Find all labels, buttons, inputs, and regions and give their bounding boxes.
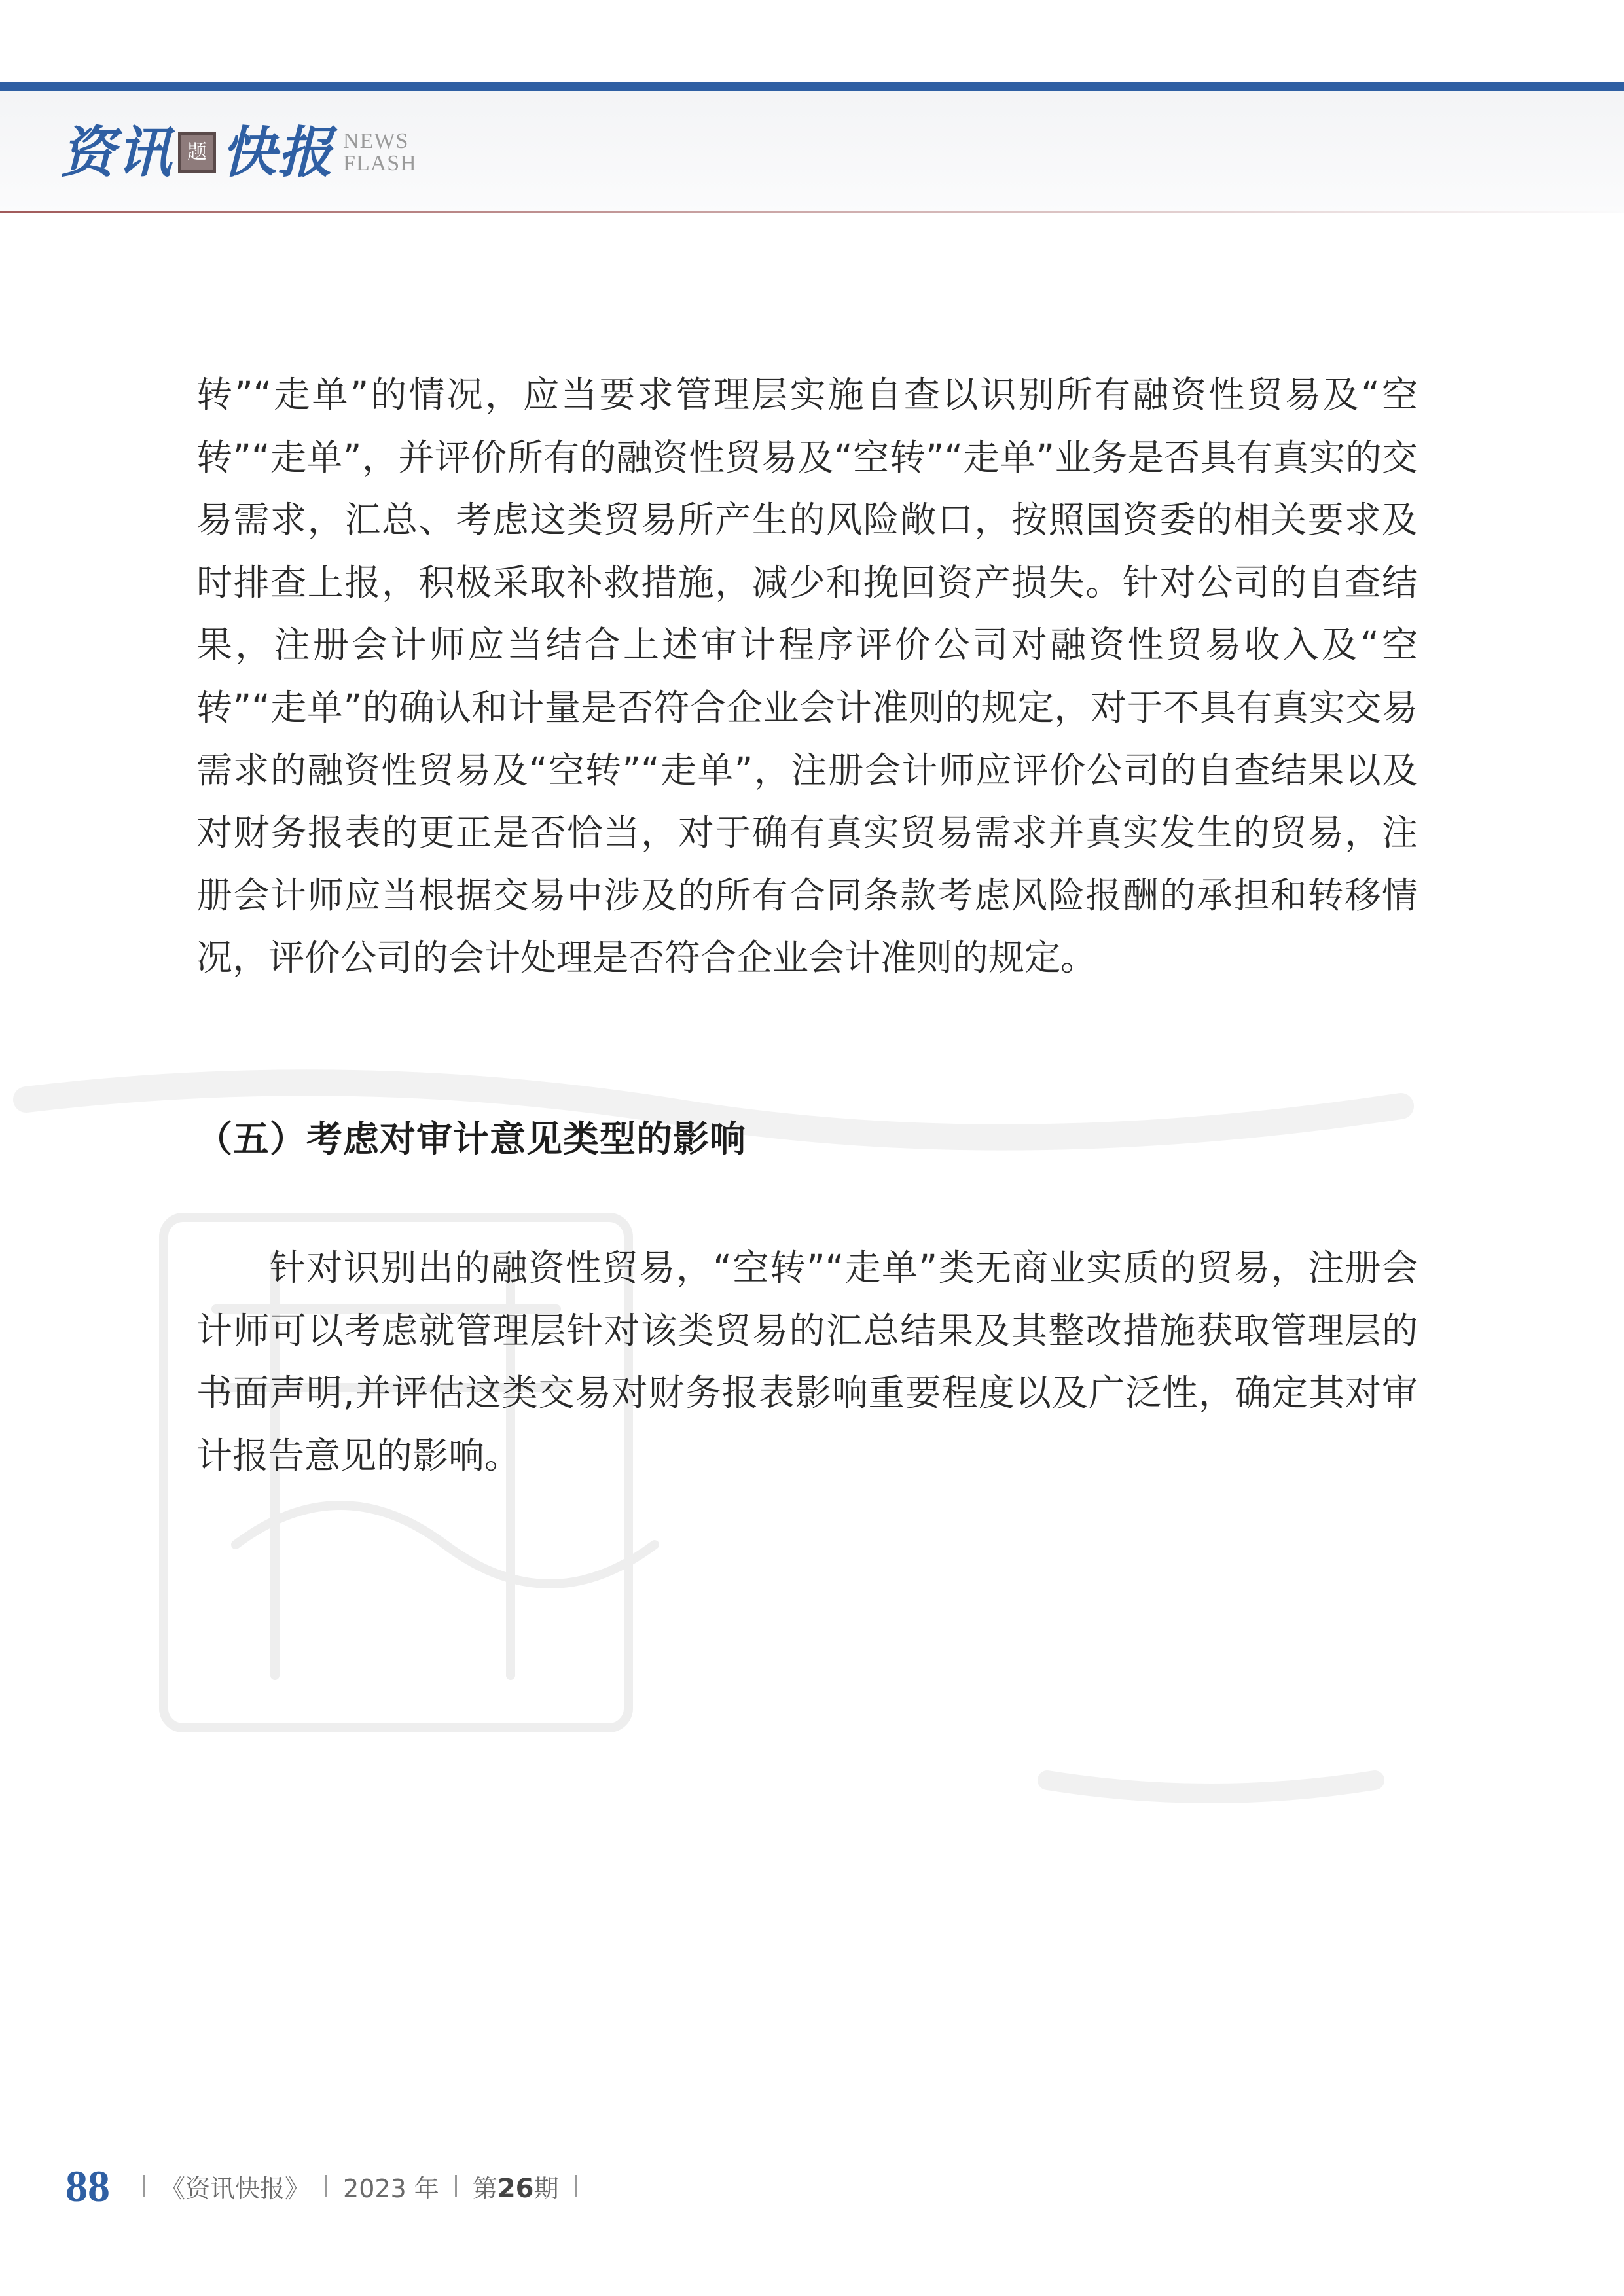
footer-divider	[325, 2175, 327, 2197]
issue-suffix: 期	[533, 2174, 559, 2203]
header-divider	[0, 211, 1624, 213]
newsletter-logo	[60, 117, 417, 188]
issue-prefix: 第	[472, 2174, 497, 2203]
body-content-2	[196, 1237, 1418, 1487]
paragraph-continued: 转”“走单”的情况，应当要求管理层实施自查以识别所有融资性贸易及“空转”“走单”，并评价所有的融资性贸易及“空转”“走单”业务是否具有真实的交易需求，汇总、考虑这类贸易所产生的风险敞口，按照国资委的相关要求及时排查上报，积极采取补救措施，减少和挽回资产损失。针对公司的自查结果，注册会计师应当结合上述审计程序评价公司对融资性贸易收入及“空转”“走单”的确认和计量是否符合企业会计准则的规定，对于不具有真实交易需求的融资性贸易及“空转”“走单”，注册会计师应评价公司的自查结果以及对财务报表的更正是否恰当，对于确有真实贸易需求并真实发生的贸易，注册会计师应当根据交易中涉及的所有合同条款考虑风险报酬的承担和转移情况，评价公司的会计处理是否符合企业会计准则的规定。	[196, 374, 1418, 979]
footer-divider	[455, 2175, 457, 2197]
page-number: 88	[65, 2161, 110, 2211]
body-content	[196, 364, 1418, 990]
header-top-bar	[0, 82, 1624, 91]
publication-year: 2023 年	[343, 2174, 439, 2203]
section-heading: （五）考虑对审计意见类型的影响	[196, 1118, 747, 1160]
publication-name: 《资讯快报》	[160, 2174, 310, 2203]
page-footer	[65, 2160, 592, 2212]
footer-divider	[575, 2175, 577, 2197]
logo-english-line1: NEWS	[343, 129, 409, 153]
logo-word-left: 资讯	[60, 120, 173, 185]
issue-number: 26	[497, 2173, 534, 2204]
logo-english-line2: FLASH	[343, 151, 417, 175]
logo-word-right: 快报	[221, 120, 334, 185]
seal-icon: 题	[178, 132, 216, 173]
logo-english	[343, 130, 417, 175]
paragraph-audit-opinion: 针对识别出的融资性贸易，“空转”“走单”类无商业实质的贸易，注册会计师可以考虑就管理层针对该类贸易的汇总结果及其整改措施获取管理层的书面声明,并评估这类交易对财务报表影响重要程度以及广泛性，确定其对审计报告意见的影响。	[196, 1247, 1418, 1477]
footer-divider	[143, 2175, 145, 2197]
issue-label	[473, 2168, 559, 2204]
